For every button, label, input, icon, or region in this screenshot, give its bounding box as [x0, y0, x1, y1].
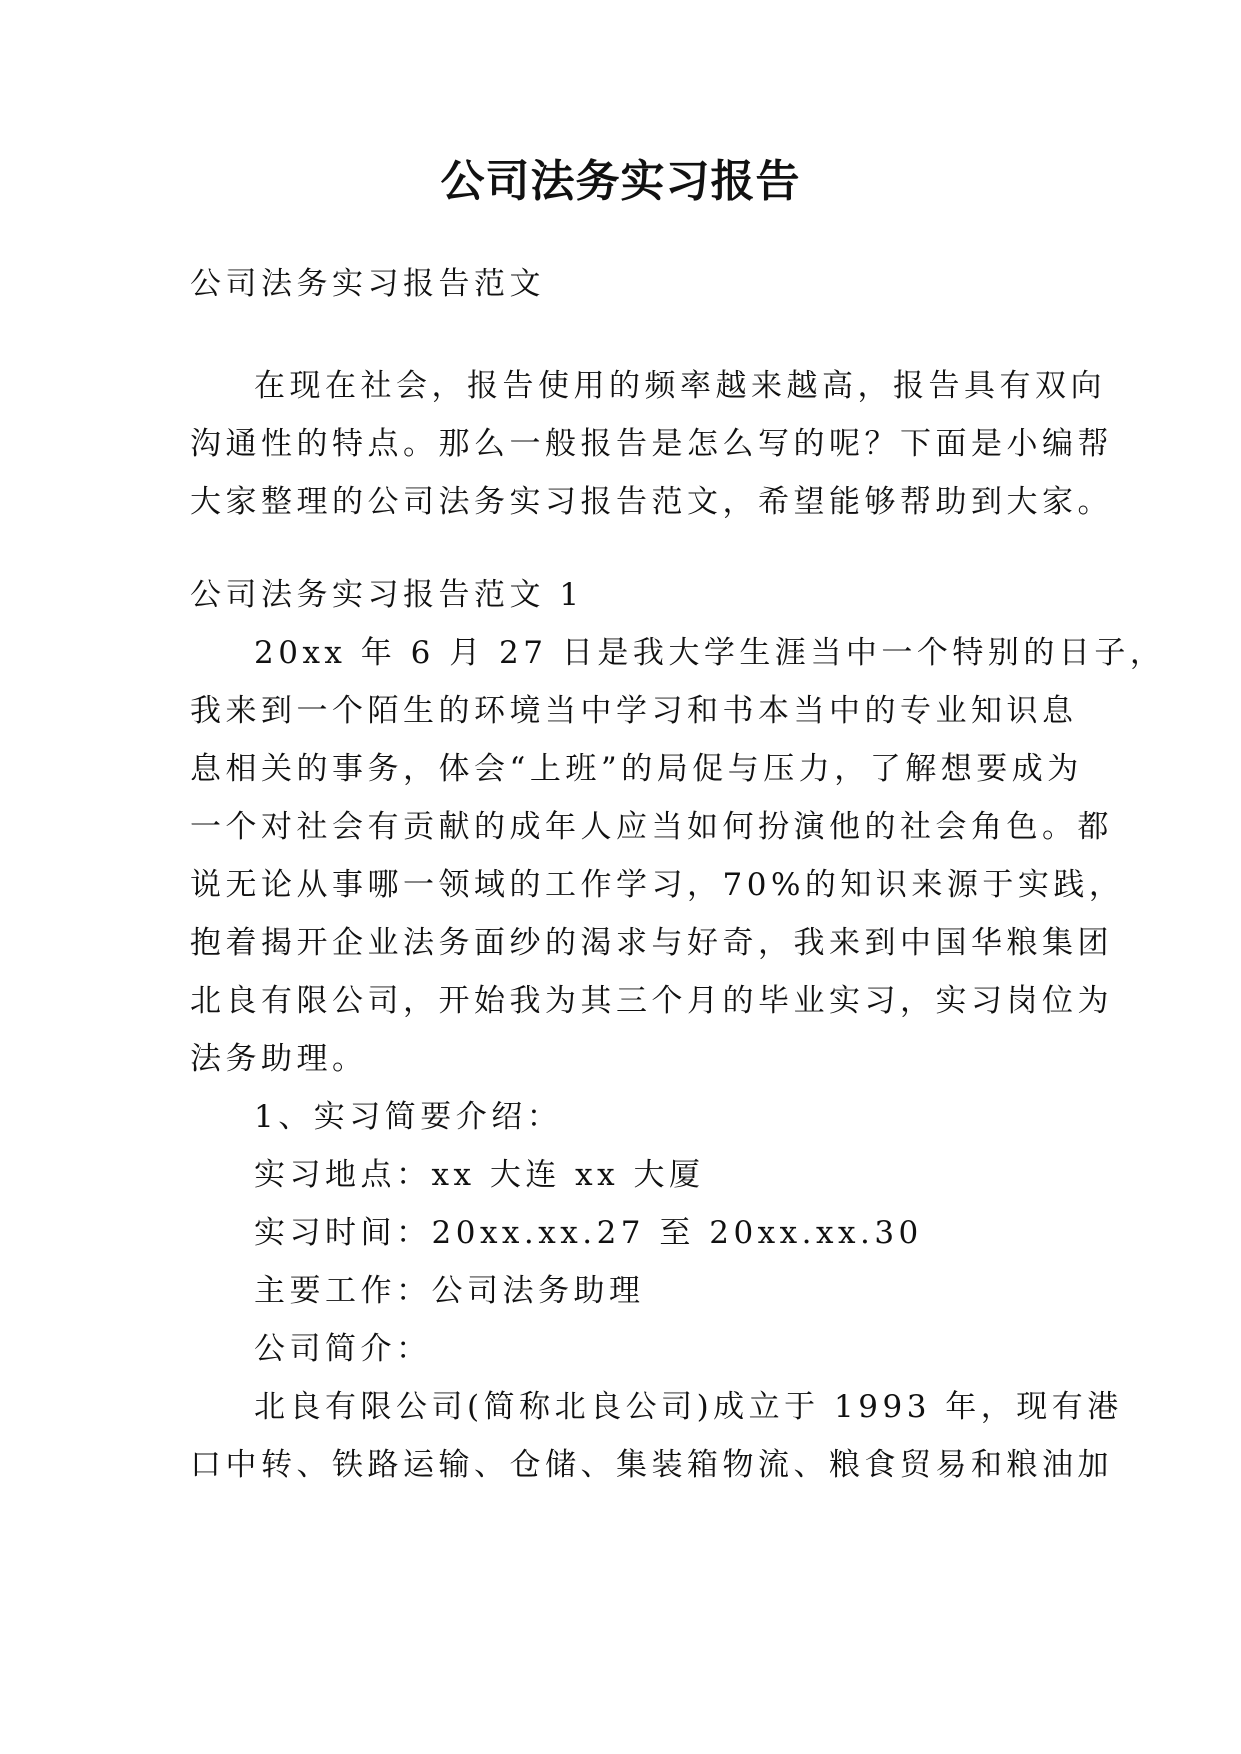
- intern-time: 实习时间：20xx.xx.27 至 20xx.xx.30: [254, 1215, 923, 1251]
- intern-work: 主要工作：公司法务助理: [254, 1273, 645, 1309]
- intro-line-1: 在现在社会，报告使用的频率越来越高，报告具有双向: [254, 368, 1106, 404]
- intro-line-2: 沟通性的特点。那么一般报告是怎么写的呢？下面是小编帮: [190, 426, 1113, 462]
- intern-heading: 1、实习简要介绍：: [254, 1099, 563, 1135]
- section1-line-4: 一个对社会有贡献的成年人应当如何扮演他的社会角色。都: [190, 809, 1113, 845]
- section1-line-7: 北良有限公司，开始我为其三个月的毕业实习，实习岗位为: [190, 983, 1113, 1019]
- section1-heading: 公司法务实习报告范文 1: [190, 577, 584, 613]
- section1-line-1: 20xx 年 6 月 27 日是我大学生涯当中一个特别的日子，: [254, 635, 1166, 671]
- company-line-1: 北良有限公司(简称北良公司)成立于 1993 年，现有港: [254, 1389, 1123, 1425]
- document-subtitle: 公司法务实习报告范文: [190, 266, 545, 302]
- company-heading: 公司简介：: [254, 1331, 432, 1367]
- intro-line-3: 大家整理的公司法务实习报告范文，希望能够帮助到大家。: [190, 484, 1113, 520]
- section1-line-2: 我来到一个陌生的环境当中学习和书本当中的专业知识息: [190, 693, 1078, 729]
- document-title: 公司法务实习报告: [440, 156, 801, 207]
- section1-line-8: 法务助理。: [190, 1041, 368, 1077]
- company-line-2: 口中转、铁路运输、仓储、集装箱物流、粮食贸易和粮油加: [190, 1447, 1113, 1483]
- section1-line-3: 息相关的事务，体会“上班”的局促与压力，了解想要成为: [190, 751, 1083, 787]
- section1-line-5: 说无论从事哪一领域的工作学习，70%的知识来源于实践，: [190, 867, 1125, 903]
- intern-location: 实习地点：xx 大连 xx 大厦: [254, 1157, 705, 1193]
- section1-line-6: 抱着揭开企业法务面纱的渴求与好奇，我来到中国华粮集团: [190, 925, 1113, 961]
